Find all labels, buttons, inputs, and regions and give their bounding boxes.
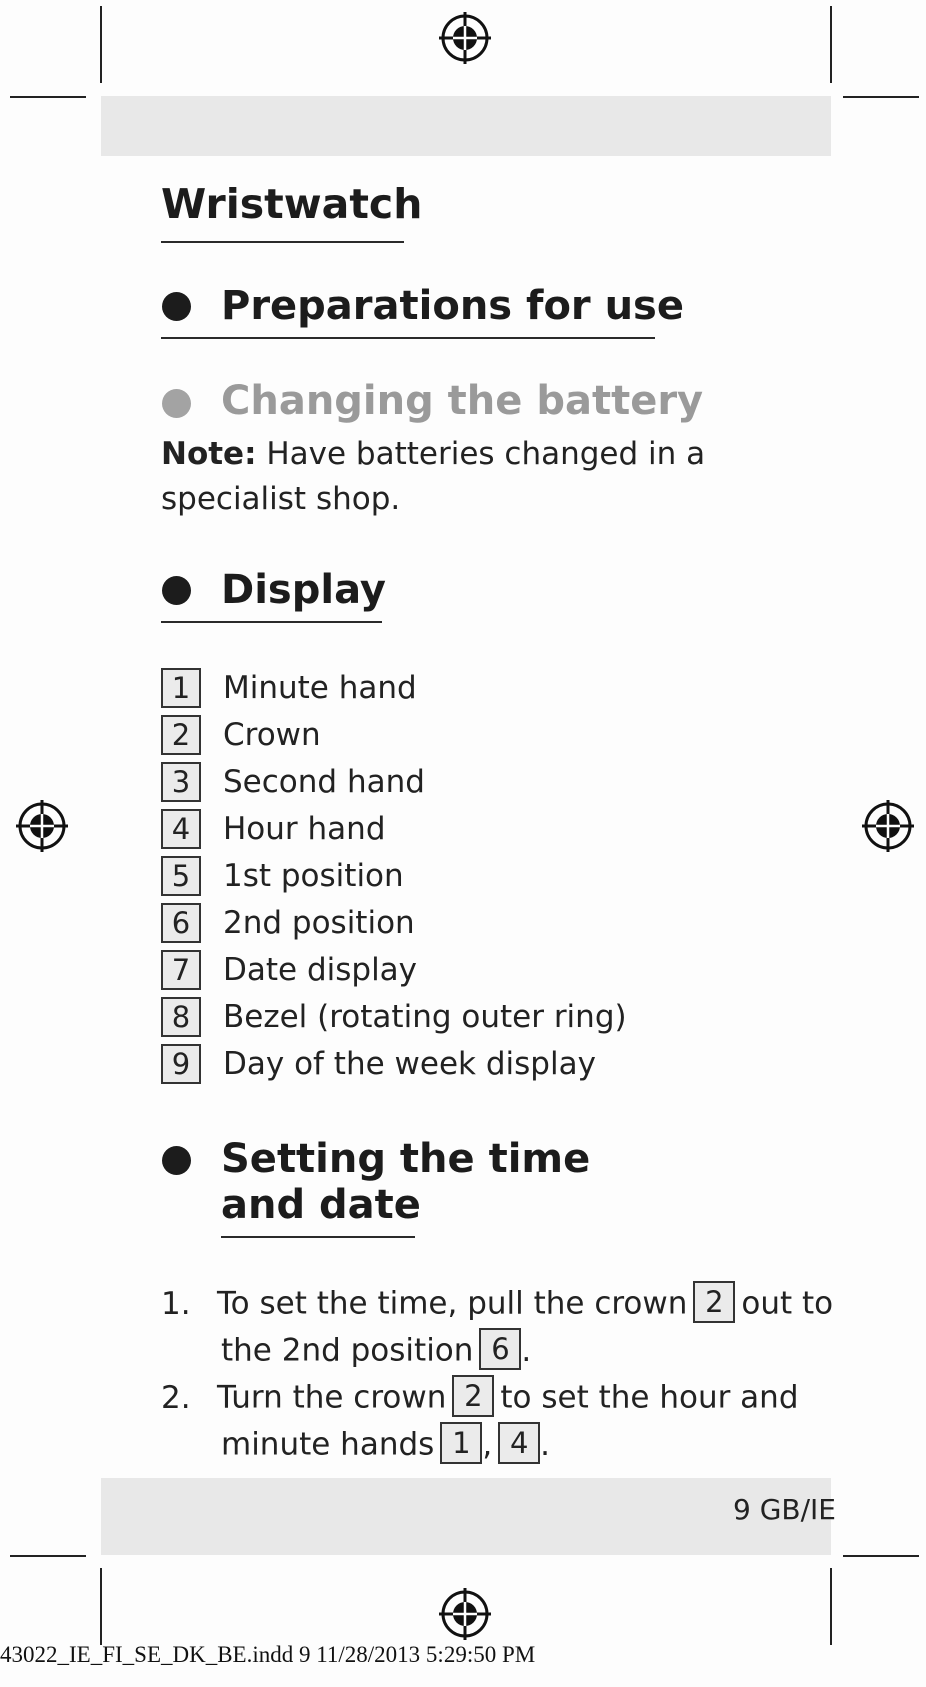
item-label: Crown (223, 716, 321, 753)
step-2-line-2 (221, 1425, 550, 1467)
reference-box: 6 (479, 1328, 521, 1370)
item-number: 7 (161, 950, 201, 990)
reference-box: 4 (498, 1422, 540, 1464)
registration-mark-icon (439, 12, 491, 64)
reference-box: 2 (693, 1281, 735, 1323)
item-label: Minute hand (223, 669, 417, 706)
list-item (161, 1040, 627, 1087)
item-number: 9 (161, 1044, 201, 1084)
step-2-line-1 (161, 1378, 799, 1420)
page-number: 9 GB/IE (732, 1493, 836, 1526)
bullet-icon (162, 292, 191, 321)
step-text: Turn the crown (217, 1379, 447, 1416)
heading-line-1: Setting the time (221, 1136, 591, 1182)
section-underline (161, 621, 382, 623)
crop-mark-icon (10, 96, 86, 98)
crop-mark-icon (100, 1568, 102, 1645)
bullet-icon (162, 576, 191, 605)
registration-mark-icon (16, 800, 68, 852)
item-number: 4 (161, 809, 201, 849)
list-item (161, 993, 627, 1040)
reference-box: 1 (440, 1422, 482, 1464)
crop-mark-icon (10, 1555, 86, 1557)
step-number: 2. (161, 1379, 191, 1416)
list-item (161, 852, 627, 899)
step-text: minute hands (221, 1426, 435, 1463)
step-text: to set the hour and (500, 1379, 799, 1416)
item-number: 8 (161, 997, 201, 1037)
item-label: Bezel (rotating outer ring) (223, 998, 627, 1035)
step-text: out to (741, 1285, 834, 1322)
section-heading-battery: Changing the battery (221, 378, 704, 424)
item-label: Day of the week display (223, 1045, 596, 1082)
step-text: . (540, 1426, 551, 1463)
note-text: Have batteries changed in a specialist shop. (161, 436, 706, 517)
print-slug: 43022_IE_FI_SE_DK_BE.indd 9 11/28/2013 5:29:50 PM (0, 1642, 536, 1667)
item-label: Hour hand (223, 810, 386, 847)
item-number: 5 (161, 856, 201, 896)
section-heading-display: Display (221, 567, 386, 613)
item-number: 3 (161, 762, 201, 802)
list-item (161, 899, 627, 946)
list-item (161, 711, 627, 758)
crop-mark-icon (830, 6, 832, 83)
step-text: , (482, 1426, 493, 1463)
display-parts-list (161, 664, 627, 1087)
step-1-line-1 (161, 1284, 833, 1326)
section-heading-setting-time (221, 1136, 590, 1228)
step-1-line-2 (221, 1331, 531, 1373)
page-title: Wristwatch (161, 180, 423, 228)
step-number: 1. (161, 1285, 191, 1322)
title-underline (161, 241, 404, 243)
bullet-icon (162, 1146, 191, 1175)
crop-mark-icon (843, 1555, 919, 1557)
list-item (161, 805, 627, 852)
battery-note (161, 432, 721, 522)
crop-mark-icon (100, 6, 102, 83)
section-underline (221, 1236, 415, 1238)
heading-line-2: and date (221, 1182, 421, 1228)
step-text: To set the time, pull the crown (217, 1285, 688, 1322)
step-text: the 2nd position (221, 1332, 474, 1369)
section-heading-preparations: Preparations for use (221, 283, 684, 329)
item-label: 1st position (223, 857, 404, 894)
crop-mark-icon (843, 96, 919, 98)
registration-mark-icon (439, 1588, 491, 1640)
item-number: 6 (161, 903, 201, 943)
list-item (161, 758, 627, 805)
crop-mark-icon (830, 1568, 832, 1645)
header-band (101, 96, 831, 156)
step-text: . (521, 1332, 532, 1369)
registration-mark-icon (862, 800, 914, 852)
item-label: Date display (223, 951, 418, 988)
bullet-icon (162, 389, 191, 418)
item-label: 2nd position (223, 904, 415, 941)
item-number: 1 (161, 668, 201, 708)
footer-band (101, 1478, 831, 1555)
item-number: 2 (161, 715, 201, 755)
list-item (161, 946, 627, 993)
note-label: Note: (161, 436, 257, 472)
section-underline (161, 337, 655, 339)
reference-box: 2 (452, 1375, 494, 1417)
item-label: Second hand (223, 763, 425, 800)
list-item (161, 664, 627, 711)
